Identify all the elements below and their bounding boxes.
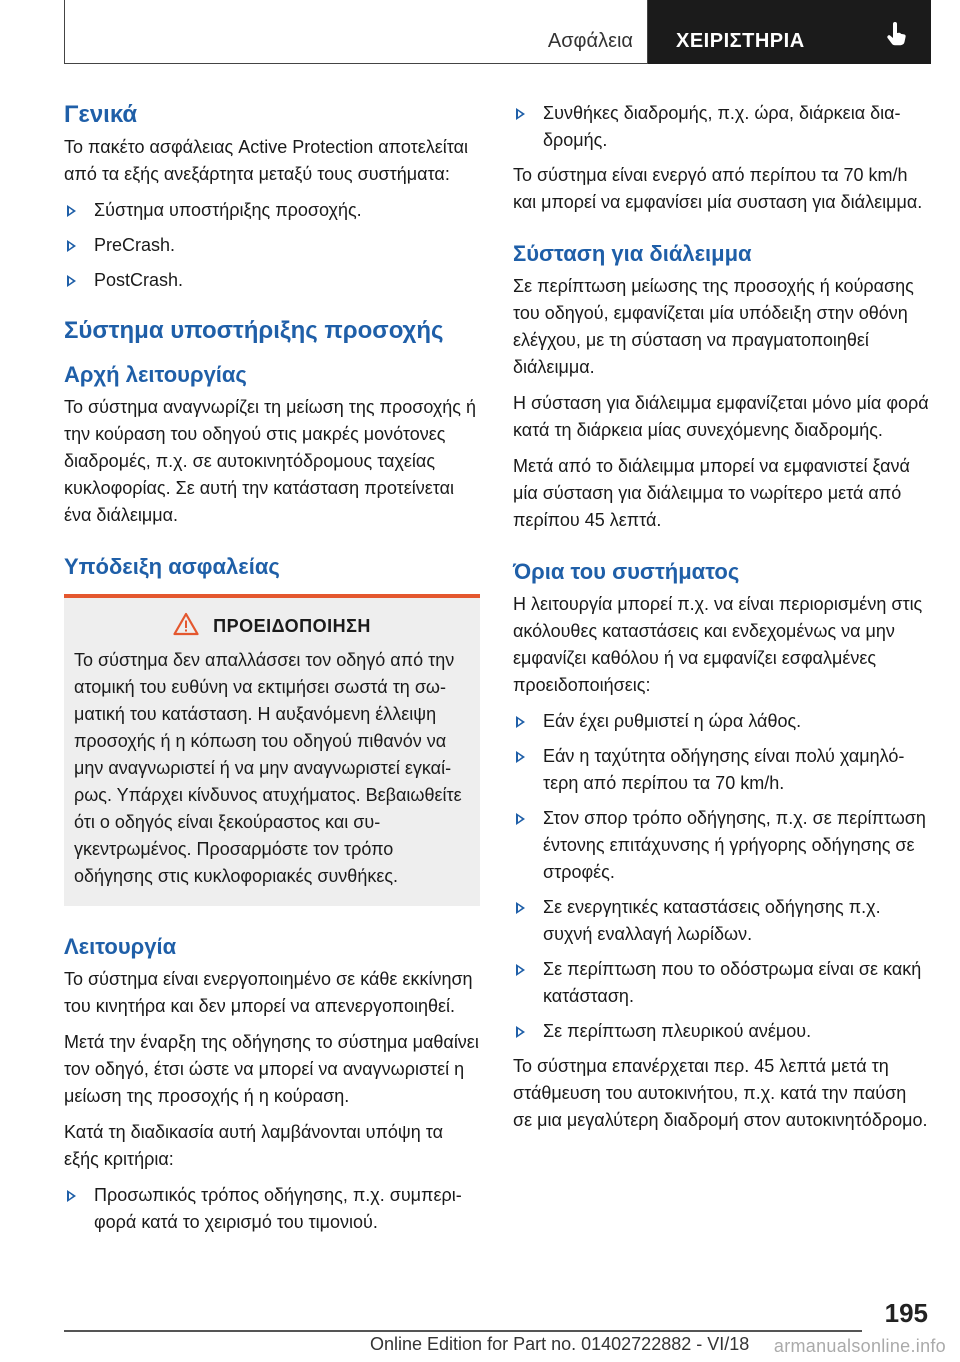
right-column [513,100,929,1143]
para-break-1: Σε περίπτωση μείωσης της προσοχής ή κούρασης του οδηγού, εμφανίζεται μία υπόδειξη στην οθόνη ελέγχου, με τη σύσταση να πραγματοποιηθεί διάλειμμα. [513,276,914,377]
para-function-3: Κατά τη διαδικασία αυτή λαμβάνονται υπόψη τα εξής κριτήρια: [64,1122,444,1169]
para-general: Το πακέτο ασφάλειας Active Protection αποτελείται από τα εξής ανεξάρτητα μεταξύ τους συστήματα: [64,137,468,184]
page-header [64,0,931,64]
triangle-bullet-icon [67,275,76,287]
para-break-2: Η σύσταση για διάλειμμα εμφανίζεται μόνο μία φορά κατά τη διάρκεια μίας συνεχόμενης διαδρομής. [513,393,929,440]
heading-system-limits: Όρια του συστήματος [513,559,740,584]
criteria-list [64,1182,480,1236]
heading-break-recommendation: Σύσταση για διάλειμμα [513,241,752,266]
hand-pointer-icon [885,22,909,53]
list-item: Σε ενεργητικές καταστάσεις οδήγησης π.χ. συχνή εναλλαγή λωρίδων. [513,894,929,948]
warning-header [74,612,470,641]
systems-list [64,197,480,294]
para-limits: Η λειτουργία μπορεί π.χ. να είναι περιορισμένη στις ακόλουθες καταστάσεις και ενδεχομένως να μην εμφανίζει καθόλου ή να εμφανίζει εσφαλμένες προειδοποιήσεις: [513,594,923,695]
header-section-box [64,0,648,64]
warning-box [64,594,480,906]
list-item: Στον σπορ τρόπο οδήγησης, π.χ. σε περίπτωση έντονης επιτάχυνσης ή γρήγορης οδήγησης σε στροφές. [513,805,929,886]
footer-watermark[interactable]: armanualsonline.info [773,1336,946,1356]
warning-triangle-icon [173,612,199,641]
triangle-bullet-icon [67,1190,76,1202]
triangle-bullet-icon [516,1026,525,1038]
list-item: Εάν η ταχύτητα οδήγησης είναι πολύ χαμηλότερη από περίπου τα 70 km/h. [513,743,929,797]
page-number: 195 [884,1298,928,1328]
criteria-list-continued [513,100,929,154]
para-principle: Το σύστημα αναγνωρίζει τη μείωση της προσοχής ή την κούραση του οδηγού στις μακρές μονότονες διαδρομές, π.χ. σε αυτοκινητόδρομους ταχείας κυκλοφορίας. Σε αυτή την κατάσταση προτείνεται ένα διάλειμμα. [64,397,476,525]
triangle-bullet-icon [516,716,525,728]
triangle-bullet-icon [516,902,525,914]
limits-list [513,708,929,1045]
header-chapter-title: ΧΕΙΡΙΣΤΗΡΙΑ [676,30,805,52]
triangle-bullet-icon [67,240,76,252]
left-column [64,100,480,1244]
header-chapter-box [648,0,931,64]
footer-edition: Online Edition for Part no. 01402722882 - VI/18 [370,1334,750,1354]
list-item: Συνθήκες διαδρομής, π.χ. ώρα, διάρκεια διαδρομής. [513,100,929,154]
para-reset: Το σύστημα επανέρχεται περ. 45 λεπτά μετά τη στάθμευση του αυτοκινήτου, π.χ. κατά την παύση σε μια μεγαλύτερη διαδρομή στον αυτοκινητόδρομο. [513,1056,928,1130]
triangle-bullet-icon [516,964,525,976]
heading-attention-assist: Σύστημα υποστήριξης προσοχής [64,317,444,344]
para-break-3: Μετά από το διάλειμμα μπορεί να εμφανιστεί ξανά μία σύσταση για διάλειμμα το νωρίτερο μετά από περίπου 45 λεπτά. [513,456,910,530]
header-section-title: Ασφάλεια [547,30,633,52]
list-item: Σύστημα υποστήριξης προσοχής. [64,197,480,224]
list-item: PostCrash. [64,267,480,294]
para-function-2: Μετά την έναρξη της οδήγησης το σύστημα μαθαίνει τον οδηγό, έτσι ώστε να μπορεί να αναγνωριστεί η μείωση της προσοχής ή η κούραση. [64,1032,479,1106]
heading-function: Λειτουργία [64,934,177,959]
list-item: PreCrash. [64,232,480,259]
para-function-1: Το σύστημα είναι ενεργοποιημένο σε κάθε εκκίνηση του κινητήρα και δεν μπορεί να απενεργοποιηθεί. [64,969,473,1016]
para-active-speed: Το σύστημα είναι ενεργό από περίπου τα 70 km/h και μπορεί να εμφανίσει μία συσταση για διάλειμμα. [513,165,923,212]
triangle-bullet-icon [516,751,525,763]
heading-safety-note: Υπόδειξη ασφαλείας [64,554,280,579]
triangle-bullet-icon [67,205,76,217]
warning-text: Το σύστημα δεν απαλλάσσει τον οδηγό από την ατομική του ευθύνη να εκτιμήσει σωστά τη σωματική του κατάσταση. Η αυξανόμενη έλλειψη προσοχής ή η κόπωση του οδηγού πιθανόν να μην αναγνωριστεί ή να μην αναγνωριστεί εγκαίρως. Υπάρχει κίνδυνος ατυχήματος. Βεβαιωθείτε ότι ο οδηγός είναι ξεκούραστος και συγκεντρωμένος. Προσαρμόστε τον τρόπο οδήγησης στις κυκλοφοριακές συνθήκες. [74,650,462,886]
footer-divider [64,1330,862,1332]
list-item: Σε περίπτωση που το οδόστρωμα είναι σε κακή κατάσταση. [513,956,929,1010]
warning-title: ΠΡΟΕΙΔΟΠΟΙΗΣΗ [213,616,371,636]
list-item: Προσωπικός τρόπος οδήγησης, π.χ. συμπεριφορά κατά το χειρισμό του τιμονιού. [64,1182,480,1236]
list-item: Σε περίπτωση πλευρικού ανέμου. [513,1018,929,1045]
heading-principle: Αρχή λειτουργίας [64,362,247,387]
triangle-bullet-icon [516,813,525,825]
triangle-bullet-icon [516,108,525,120]
heading-general: Γενικά [64,101,138,128]
list-item: Εάν έχει ρυθμιστεί η ώρα λάθος. [513,708,929,735]
